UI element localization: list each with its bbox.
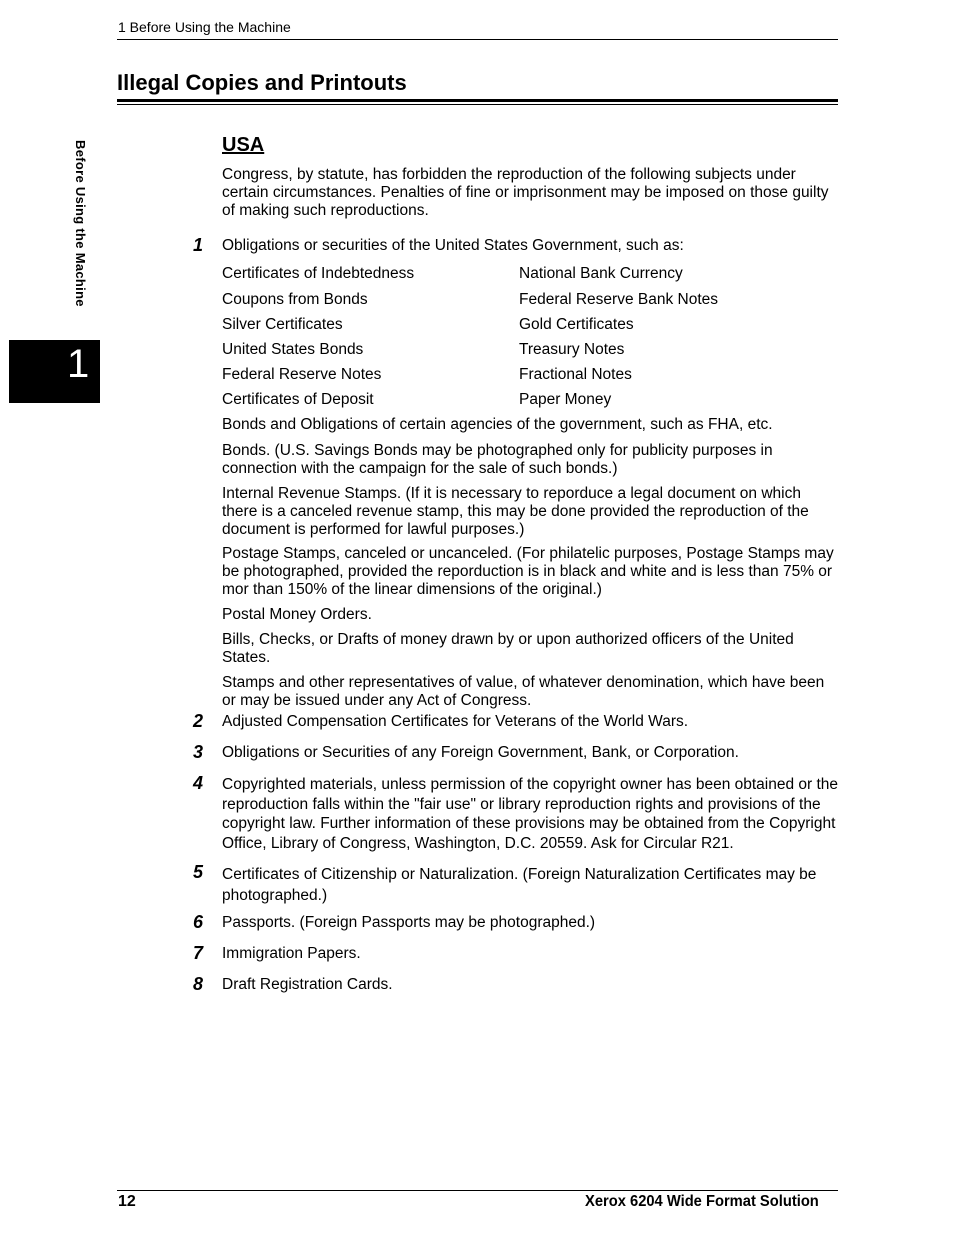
item-number: 8 <box>193 974 204 994</box>
list-item: Federal Reserve Bank Notes <box>519 291 719 308</box>
item-text: Obligations or securities of the United States Government, such as: <box>222 237 684 254</box>
title-rule-thin <box>117 104 838 105</box>
item-text: Draft Registration Cards. <box>222 976 393 993</box>
list-item: Certificates of Deposit <box>222 391 374 408</box>
item-paragraph: Postage Stamps, canceled or uncanceled. (For philatelic purposes, Postage Stamps may be photographed, provided the reporduction is in black and white and is less than 75% or mor than 150% of the linear dimensions of the original.) <box>222 545 834 598</box>
item-paragraph: Postal Money Orders. <box>222 606 372 623</box>
item-paragraph: Bonds and Obligations of certain agencies of the government, such as FHA, etc. <box>222 416 773 433</box>
list-item: Fractional Notes <box>519 366 632 383</box>
list-item: Federal Reserve Notes <box>222 366 382 383</box>
list-item: Certificates of Indebtedness <box>222 265 415 282</box>
footer-rule <box>117 1190 838 1191</box>
item-number: 5 <box>193 862 204 882</box>
item-number: 2 <box>193 711 204 731</box>
item-number: 6 <box>193 912 204 932</box>
list-item: Silver Certificates <box>222 316 343 333</box>
list-item: Gold Certificates <box>519 316 634 333</box>
list-item: Coupons from Bonds <box>222 291 368 308</box>
list-item: Paper Money <box>519 391 612 408</box>
item-text: Obligations or Securities of any Foreign Government, Bank, or Corporation. <box>222 744 739 761</box>
intro-paragraph: Congress, by statute, has forbidden the reproduction of the following subjects under certain circumstances. Penalties of fine or imprisonment may be imposed on those guilty of making such reproductions. <box>222 166 829 219</box>
list-item: United States Bonds <box>222 341 364 358</box>
item-number: 7 <box>193 943 204 963</box>
list-item: Treasury Notes <box>519 341 625 358</box>
side-tab-label: Before Using the Machine <box>73 140 88 307</box>
chapter-tab <box>9 340 100 403</box>
running-header: 1 Before Using the Machine <box>118 19 291 35</box>
item-paragraph: Stamps and other representatives of value, of whatever denomination, which have been or may be issued under any Act of Congress. <box>222 674 825 709</box>
item-number: 3 <box>193 742 204 762</box>
item-text: Certificates of Citizenship or Naturalization. (Foreign Naturalization Certificates may be photographed.) <box>222 866 817 904</box>
header-rule <box>117 39 838 40</box>
item-text: Copyrighted materials, unless permission of the copyright owner has been obtained or the reproduction falls within the "fair use" or library reproduction rights and provisions of the copyright law. Further information of these provisions may be obtained from the Copyright Office, Library of Congress, Washington, D.C. 20559. Ask for Circular R21. <box>222 776 839 852</box>
page-number: 12 <box>118 1193 136 1210</box>
subheading: USA <box>222 134 265 156</box>
item-number: 4 <box>193 773 204 793</box>
item-text: Passports. (Foreign Passports may be photographed.) <box>222 914 596 931</box>
section-title: Illegal Copies and Printouts <box>117 70 407 95</box>
title-rule <box>117 99 838 102</box>
item-number: 1 <box>193 235 204 255</box>
item-paragraph: Internal Revenue Stamps. (If it is necessary to reporduce a legal document on which there is a canceled revenue stamp, this may be done provided the reproduction of the document is performed for lawful purposes.) <box>222 485 809 538</box>
product-name: Xerox 6204 Wide Format Solution <box>585 1193 819 1210</box>
item-paragraph: Bills, Checks, or Drafts of money drawn by or upon authorized officers of the United States. <box>222 631 794 666</box>
item-paragraph: Bonds. (U.S. Savings Bonds may be photographed only for publicity purposes in connection with the campaign for the sale of such bonds.) <box>222 442 773 477</box>
item-text: Adjusted Compensation Certificates for Veterans of the World Wars. <box>222 713 689 730</box>
list-item: National Bank Currency <box>519 265 683 282</box>
chapter-number: 1 <box>67 342 90 386</box>
item-text: Immigration Papers. <box>222 945 361 962</box>
